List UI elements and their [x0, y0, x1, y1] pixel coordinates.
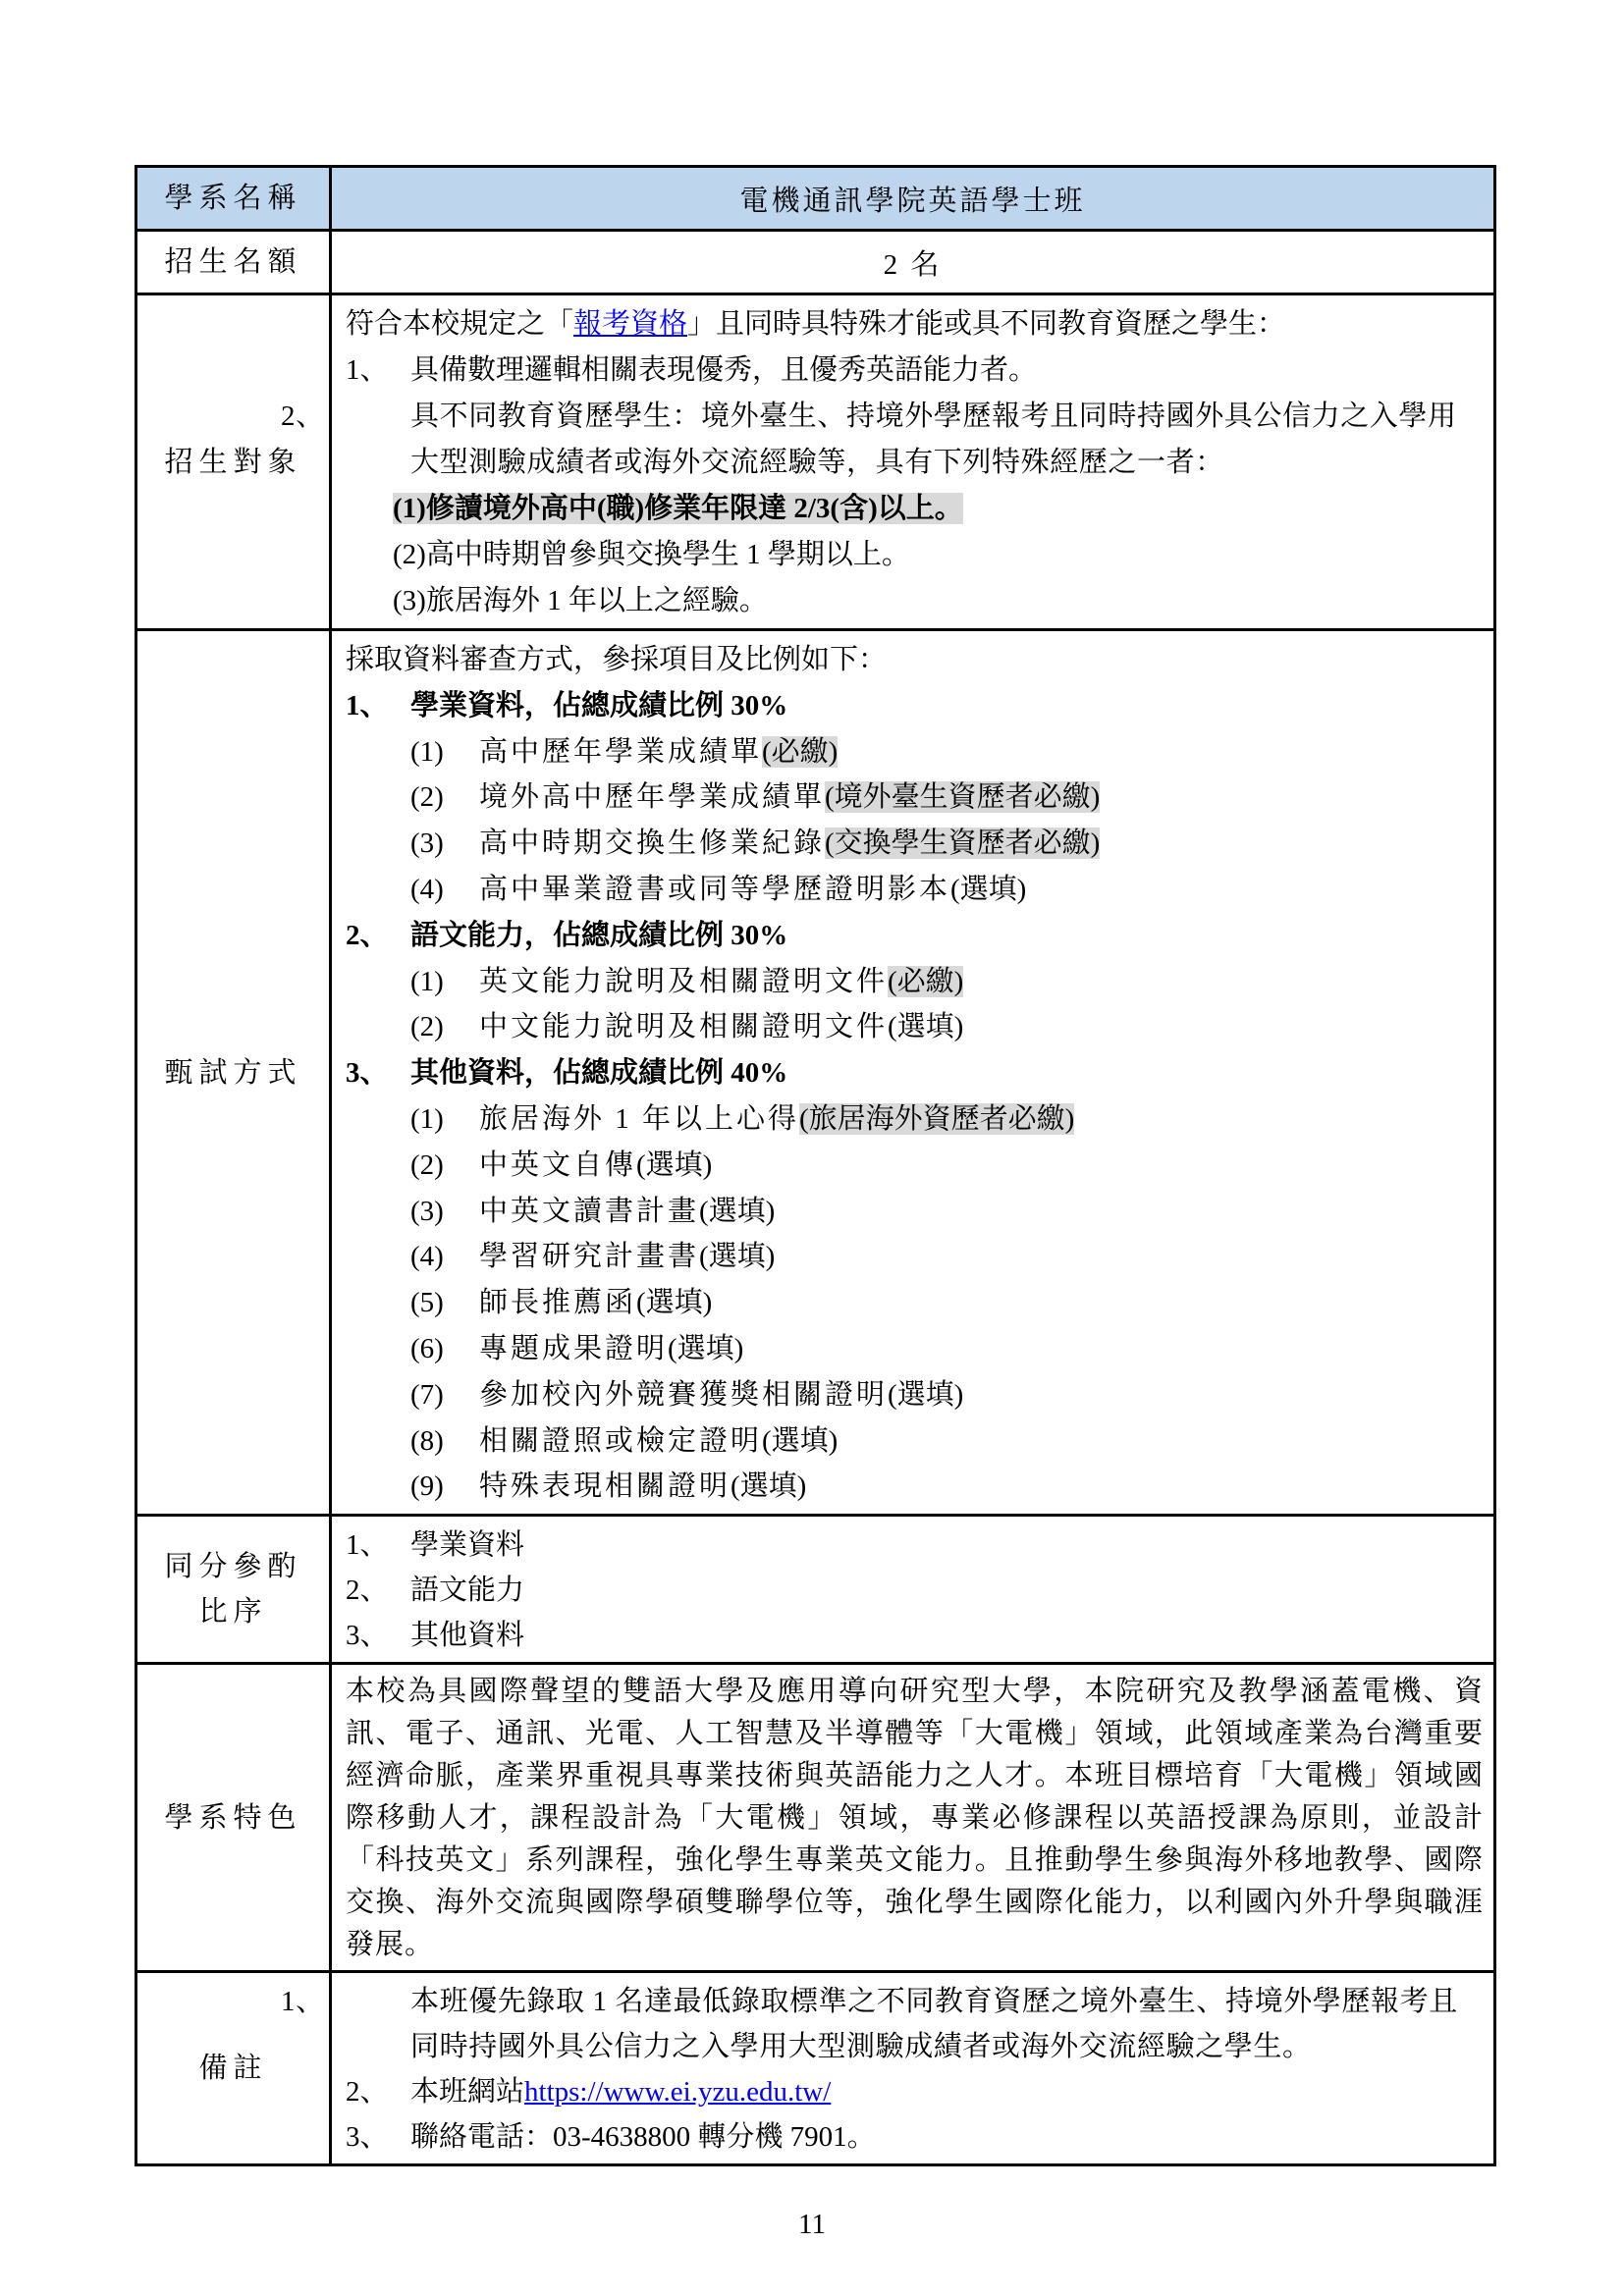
item-number: 1、 [346, 354, 389, 386]
exam-item [346, 1234, 1484, 1280]
item-number: 3、 [346, 2121, 389, 2154]
quota-label: 招生名額 [136, 231, 331, 294]
item-text: 本班網站 [410, 2076, 525, 2109]
exam-section-title [346, 683, 1484, 729]
exam-item [346, 1280, 1484, 1326]
item-text: 中文能力說明及相關證明文件 [479, 1011, 889, 1043]
exam-sections [346, 683, 1484, 1510]
section-number: 3、 [346, 1057, 389, 1090]
item-note-highlighted: (旅居海外資歷者必繳) [799, 1102, 1075, 1135]
target-intro [346, 301, 1484, 347]
section-number: 1、 [346, 689, 389, 721]
tiebreak-label-line1: 同分參酌 [164, 1551, 302, 1583]
sub-item-text: (3)旅居海外 1 年以上之經驗。 [393, 585, 768, 616]
exam-item [346, 959, 1484, 1005]
item-note-highlighted: (交換學生資歷者必繳) [825, 828, 1101, 860]
notes-item [281, 1979, 1484, 2069]
item-text: 其他資料 [410, 1620, 525, 1652]
item-note: (選填) [699, 1241, 776, 1273]
item-note-highlighted: (必繳) [762, 735, 839, 768]
row-tiebreak [136, 1516, 1495, 1664]
item-number: 2、 [346, 1575, 389, 1607]
exam-item [346, 867, 1484, 913]
target-label: 招生對象 [136, 294, 331, 630]
target-item [346, 347, 1484, 394]
item-number: 3、 [346, 1620, 389, 1652]
item-note: (選填) [668, 1332, 744, 1364]
item-text: 師長推薦函 [479, 1287, 637, 1319]
exam-item [346, 729, 1484, 775]
target-intro-post: 」且同時具特殊才能或具不同教育資歷之學生： [687, 308, 1286, 340]
target-content [281, 294, 1495, 630]
notes-label: 備註 [136, 1972, 331, 2165]
item-text: 英文能力說明及相關證明文件 [479, 965, 889, 997]
tiebreak-item [346, 1613, 1484, 1658]
item-note: (選填) [888, 1378, 964, 1411]
item-number: (5) [410, 1287, 444, 1319]
item-number: 1、 [281, 1986, 325, 2018]
item-note: (選填) [950, 873, 1027, 905]
exam-item [346, 1418, 1484, 1465]
item-number: (4) [410, 873, 444, 905]
target-item [281, 394, 1484, 486]
item-text: 語文能力 [410, 1575, 525, 1607]
item-number: 1、 [346, 1529, 389, 1562]
notes-item [346, 2114, 1484, 2160]
item-text: 中英文讀書計畫 [479, 1195, 700, 1227]
admission-table [135, 165, 1496, 2166]
item-number: (1) [410, 965, 444, 997]
features-label: 學系特色 [136, 1664, 331, 1972]
section-title-text: 語文能力，佔總成績比例 30% [410, 919, 788, 951]
item-text: 學業資料 [410, 1529, 525, 1562]
item-number: (6) [410, 1332, 444, 1364]
item-note-highlighted: (境外臺生資歷者必繳) [825, 781, 1101, 814]
row-features [136, 1664, 1495, 1972]
quota-value: 2 名 [331, 231, 1495, 294]
item-number: 2、 [281, 400, 325, 432]
item-number: 2、 [346, 2076, 389, 2109]
target-sub-item [346, 532, 1484, 578]
tiebreak-label-line2: 比序 [198, 1596, 268, 1629]
exam-item [346, 1004, 1484, 1050]
row-dept-name [136, 167, 1495, 231]
exam-item [346, 1326, 1484, 1372]
item-text: 參加校內外競賽獲獎相關證明 [479, 1378, 889, 1411]
item-number: (9) [410, 1470, 444, 1503]
sub-item-text: (2)高中時期曾參與交換學生 1 學期以上。 [393, 539, 910, 570]
features-text: 本校為具國際聲望的雙語大學及應用導向研究型大學，本院研究及教學涵蓋電機、資訊、電子、通訊、光電、人工智慧及半導體等「大電機」領域，此領域產業為台灣重要經濟命脈，產業界重視具專業技術與英語能力之人才。本班目標培育「大電機」領域國際移動人才，課程設計為「大電機」領域，專業必修課程以英語授課為原則，並設計「科技英文」系列課程，強化學生專業英文能力。且推動學生參與海外移地教學、國際交換、海外交流與國際學碩雙聯學位等，強化學生國際化能力，以利國內外升學與職涯發展。 [331, 1664, 1495, 1972]
row-quota [136, 231, 1495, 294]
row-notes [136, 1972, 1495, 2165]
item-text: 高中歷年學業成績單 [479, 735, 763, 768]
item-number: (3) [410, 828, 444, 860]
tiebreak-label [136, 1516, 331, 1664]
item-number: (3) [410, 1195, 444, 1227]
item-text: 具不同教育資歷學生：境外臺生、持境外學歷報考且同時持國外具公信力之入學用大型測驗成績者或海外交流經驗等，具有下列特殊經歷之一者： [410, 400, 1457, 478]
item-text: 高中畢業證書或同等學歷證明影本 [479, 873, 951, 905]
exam-section-title [346, 1050, 1484, 1096]
dept-name-value: 電機通訊學院英語學士班 [331, 167, 1495, 231]
item-text: 中英文自傳 [479, 1148, 637, 1181]
exam-item [346, 774, 1484, 821]
item-number: (2) [410, 1148, 444, 1181]
exam-intro: 採取資料審查方式，參採項目及比例如下： [346, 644, 888, 675]
target-intro-pre: 符合本校規定之「 [346, 308, 574, 340]
exam-item [346, 1189, 1484, 1235]
dept-name-label: 學系名稱 [136, 167, 331, 231]
page-number: 11 [798, 2209, 826, 2240]
tiebreak-item [346, 1522, 1484, 1568]
sub-item-text-highlighted: (1)修讀境外高中(職)修業年限達 2/3(含)以上。 [393, 493, 963, 524]
item-number: (1) [410, 735, 444, 768]
item-note: (選填) [888, 1011, 964, 1043]
item-note: (選填) [636, 1148, 713, 1181]
item-text: 專題成果證明 [479, 1332, 669, 1364]
exam-label: 甄試方式 [136, 630, 331, 1516]
item-number: (7) [410, 1378, 444, 1411]
website-link[interactable]: https://www.ei.yzu.edu.tw/ [524, 2076, 832, 2109]
item-text: 旅居海外 1 年以上心得 [479, 1102, 800, 1135]
row-target [136, 294, 1495, 630]
item-number: (2) [410, 781, 444, 814]
exam-section-title [346, 913, 1484, 959]
exam-item [346, 1096, 1484, 1143]
item-text: 境外高中歷年學業成績單 [479, 781, 826, 814]
row-exam [136, 630, 1495, 1516]
section-title-text: 其他資料，佔總成績比例 40% [410, 1057, 788, 1090]
item-text: 高中時期交換生修業紀錄 [479, 828, 826, 860]
item-text: 具備數理邏輯相關表現優秀，且優秀英語能力者。 [410, 354, 1038, 386]
exam-item [346, 1464, 1484, 1510]
item-text: 相關證照或檢定證明 [479, 1424, 763, 1457]
tiebreak-content [331, 1516, 1495, 1664]
item-number: (8) [410, 1424, 444, 1457]
tiebreak-item [346, 1568, 1484, 1613]
exam-item [346, 1143, 1484, 1189]
target-sub-item [346, 486, 1484, 532]
item-text: 聯絡電話：03-4638800 轉分機 7901。 [410, 2121, 876, 2154]
item-number: (2) [410, 1011, 444, 1043]
exam-content [331, 630, 1495, 1516]
item-note: (選填) [731, 1470, 807, 1503]
item-note-highlighted: (必繳) [888, 965, 964, 997]
item-number: (1) [410, 1102, 444, 1135]
item-text: 本班優先錄取 1 名達最低錄取標準之不同教育資歷之境外臺生、持境外學歷報考且同時持國外具公信力之入學用大型測驗成績者或海外交流經驗之學生。 [410, 1986, 1458, 2063]
eligibility-link[interactable]: 報考資格 [573, 308, 688, 340]
exam-item [346, 821, 1484, 867]
item-note: (選填) [762, 1424, 839, 1457]
section-number: 2、 [346, 919, 389, 951]
target-sub-item [346, 578, 1484, 624]
item-note: (選填) [636, 1287, 713, 1319]
item-text: 特殊表現相關證明 [479, 1470, 731, 1503]
section-title-text: 學業資料，佔總成績比例 30% [410, 689, 788, 721]
item-note: (選填) [699, 1195, 776, 1227]
notes-content [281, 1972, 1495, 2165]
item-text: 學習研究計畫書 [479, 1241, 700, 1273]
exam-item [346, 1372, 1484, 1418]
notes-item [346, 2069, 1484, 2114]
item-number: (4) [410, 1241, 444, 1273]
